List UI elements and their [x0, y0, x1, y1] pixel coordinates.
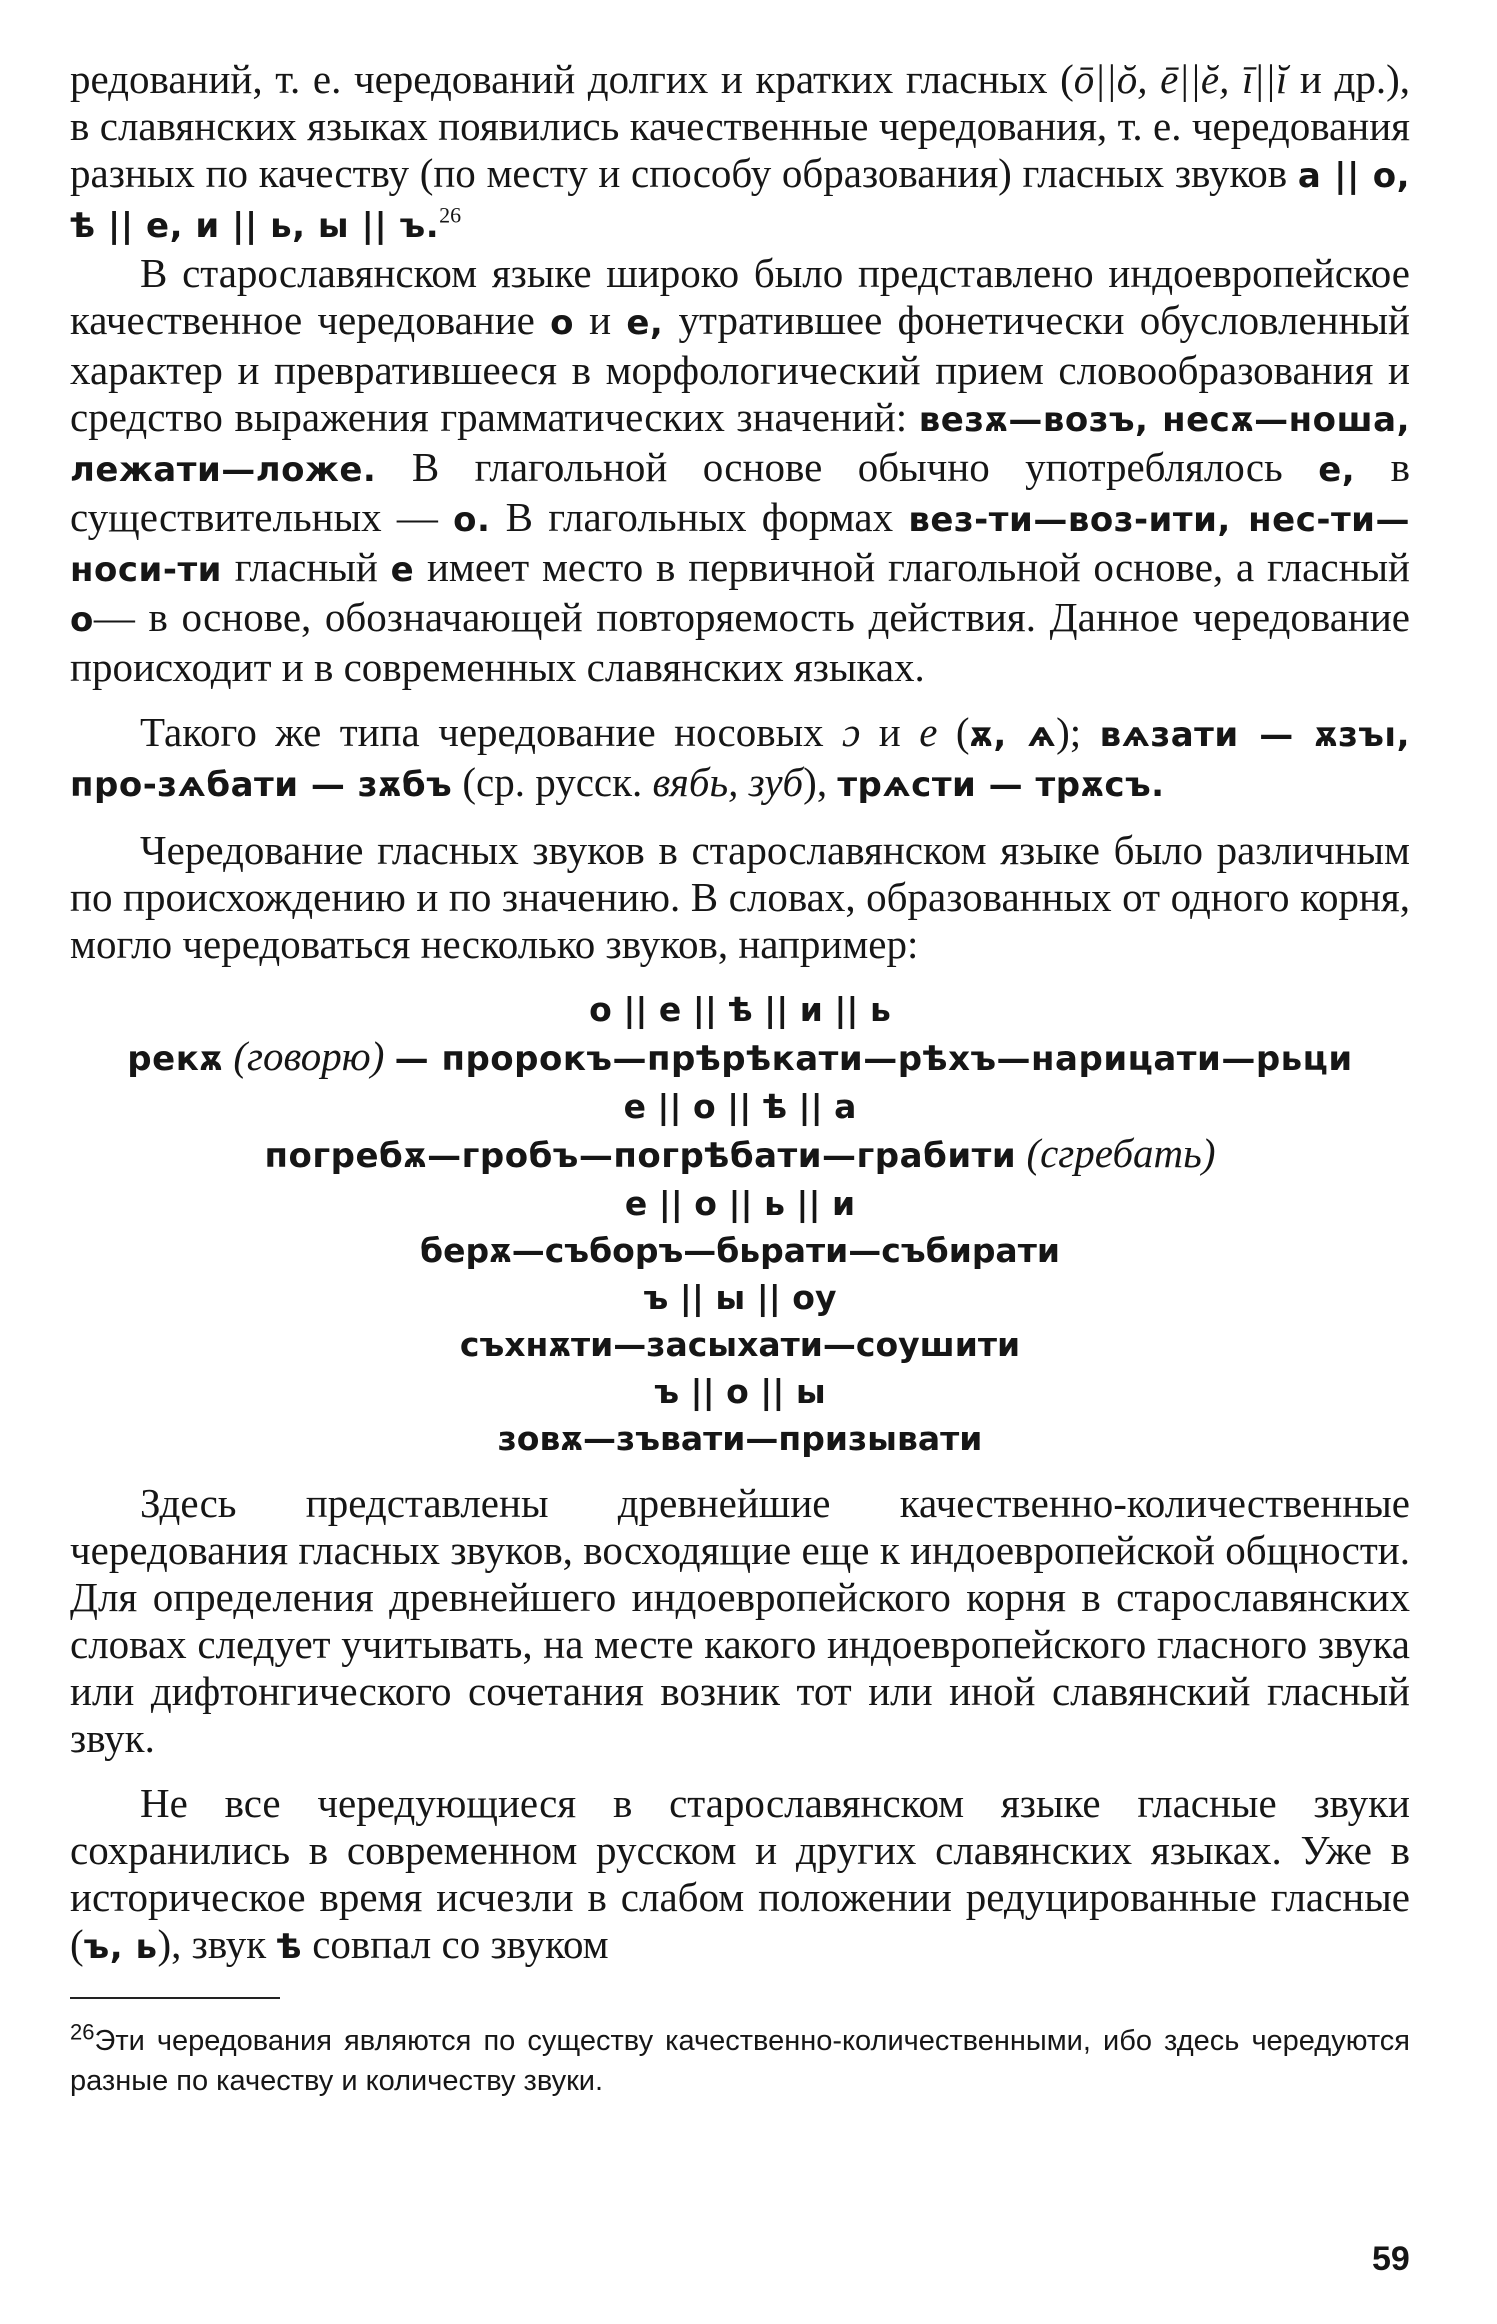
ocs-text: е, — [626, 303, 664, 343]
text-run: ), — [803, 759, 838, 805]
text-run: и др.), в славянских языках появились качественные чередования, т. е. чередования разных по качеству (по месту и способу образования) гласных звуков — [70, 56, 1410, 196]
ocs-text: а || о, ѣ || е, и || ь, ы || ъ. — [70, 156, 1411, 246]
series-row: ъ || о || ы — [654, 1372, 826, 1411]
paragraph-2 — [70, 250, 1410, 691]
text-run: Такого же типа чередование носовых — [140, 709, 843, 755]
paragraph-5: Здесь представлены древнейшие качественно-количественные чередования гласных звуков, восходящие еще к индоевропейской общности. Для определения древнейшего индоевропейского корня в старославянских словах следует учитывать, на месте какого индоевропейского гласного звука или дифтонгического сочетания возник тот или иной славянский гласный звук. — [70, 1480, 1410, 1761]
paragraph-1 — [70, 56, 1410, 250]
footnote-ref[interactable]: 26 — [439, 202, 462, 228]
words-row: зовѫ—зъвати—призывати — [497, 1419, 983, 1458]
series-row: ъ || ы || оу — [643, 1278, 837, 1317]
text-run: — в основе, обозначающей повторяемость действия. Данное чередование происходит и в современных славянских языках. — [70, 594, 1410, 690]
series-row: о || е || ѣ || и || ь — [589, 990, 891, 1029]
text-run: и — [573, 297, 627, 343]
text-run: ), звук — [157, 1921, 277, 1967]
page-number: 59 — [1372, 2240, 1410, 2278]
paragraph-3 — [70, 709, 1410, 809]
footnote-divider — [70, 1997, 280, 1999]
ocs-text: е, — [1318, 450, 1356, 490]
ocs-text: о. — [453, 500, 491, 540]
text-run: ( — [937, 709, 970, 755]
text-run: и — [860, 709, 920, 755]
italic-text: e — [919, 709, 938, 755]
ocs-words: рекѫ — [127, 1039, 224, 1079]
gloss: (сгребать) — [1026, 1130, 1216, 1176]
ocs-text: вѧзати — ѫзъı, про-зѧбати — зѫбъ — [70, 715, 1410, 805]
words-row: съхнѫти—засыхати—соушити — [459, 1325, 1021, 1364]
italic-text: вябь, зуб — [652, 759, 804, 805]
ocs-text: ѣ — [276, 1927, 302, 1967]
text-run: гласный — [221, 544, 391, 590]
ocs-text: е — [390, 550, 415, 590]
text-run: В старославянском языке широко было представлено индоевропейское качественное чередование — [70, 250, 1410, 343]
text-run: Не все чередующиеся в старославянском языке гласные звуки сохранились в современном русском и других славянских языках. Уже в историческое время исчезли в слабом положении редуцированные гласные ( — [70, 1780, 1410, 1967]
text-run: (ср. русск. — [452, 759, 653, 805]
ocs-text: ѫ, ѧ — [969, 715, 1057, 755]
ocs-words: — пророкъ—прѣрѣкати—рѣхъ—нарицати—рьци — [394, 1039, 1353, 1079]
words-row — [70, 1130, 1410, 1180]
text-run: имеет место в первичной глагольной основе, а гласный — [414, 544, 1410, 590]
footnote — [70, 2021, 1410, 2101]
page-body — [70, 56, 1410, 2101]
ocs-text: вез-ти—воз-ити, нес-ти—носи-ти — [70, 500, 1411, 590]
vowel-length-pairs: ō||ŏ, ē||ĕ, ī||ĭ — [1073, 56, 1288, 102]
ocs-text: о — [70, 600, 94, 640]
text-run: редований, т. е. чередований долгих и кратких гласных ( — [70, 56, 1074, 102]
footnote-text: Эти чередования являются по существу качественно-количественными, ибо здесь чередуются разные по качеству и количеству звуки. — [70, 2025, 1410, 2097]
alternation-table — [70, 986, 1410, 1462]
text-run: В глагольной основе обычно употреблялось — [376, 444, 1319, 490]
footnote-number: 26 — [70, 2019, 95, 2045]
ocs-text: ъ, ь — [83, 1927, 158, 1967]
series-row: е || о || ь || и — [624, 1184, 856, 1223]
series-row: е || о || ѣ || а — [623, 1087, 857, 1126]
text-run: совпал со звуком — [301, 1921, 609, 1967]
italic-text: ɔ — [842, 709, 861, 755]
text-run: в существительных — — [70, 444, 1410, 540]
gloss: (говорю) — [233, 1033, 385, 1079]
ocs-text: везѫ—возъ, несѫ—ноша, лежати—ложе. — [70, 400, 1410, 490]
paragraph-6 — [70, 1780, 1410, 1971]
ocs-words: погребѫ—гробъ—погрѣбати—грабити — [264, 1136, 1017, 1176]
text-run: В глагольных формах — [490, 494, 909, 540]
ocs-text: о — [550, 303, 574, 343]
text-run: утратившее фонетически обусловленный характер и превратившееся в морфологический прием словообразования и средство выражения грамматических значений: — [70, 297, 1410, 440]
ocs-text: трѧсти — трѫсъ. — [837, 765, 1165, 805]
text-run: ); — [1056, 709, 1100, 755]
paragraph-4: Чередование гласных звуков в старославянском языке было различным по происхождению и по значению. В словах, образованных от одного корня, могло чередоваться несколько звуков, например: — [70, 827, 1410, 967]
words-row — [70, 1033, 1410, 1083]
words-row: берѫ—събоpъ—бьрати—събирати — [420, 1231, 1060, 1270]
